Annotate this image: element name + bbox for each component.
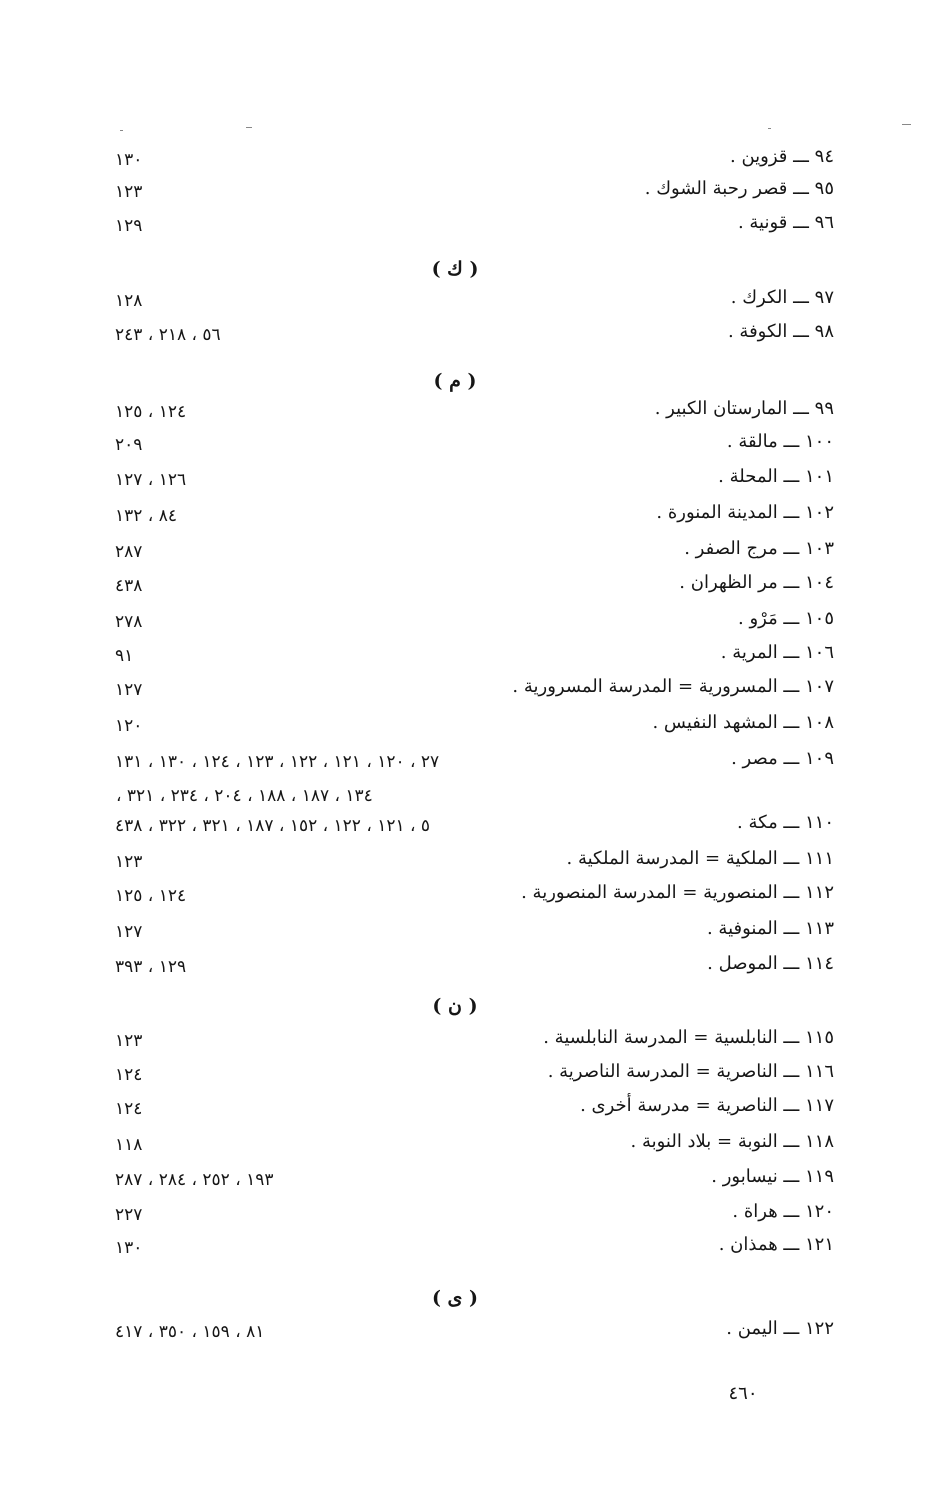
entry-label: ٩٨ ـــ الكوفة . <box>727 321 834 342</box>
index-entry <box>0 146 940 180</box>
index-entry <box>0 1318 940 1352</box>
index-entry <box>0 848 940 882</box>
page-references: ١٢٧ <box>115 680 143 700</box>
entry-label: ٩٩ ـــ المارستان الكبير . <box>654 398 834 419</box>
page-references: ٨١ ، ١٥٩ ، ٣٥٠ ، ٤١٧ <box>115 1322 265 1342</box>
index-entry <box>0 466 940 500</box>
index-entry <box>0 1234 940 1268</box>
entry-label: ١٠٢ ـــ المدينة المنورة . <box>656 502 834 523</box>
entry-label: ١١٢ ـــ المنصورية = المدرسة المنصورية . <box>521 882 834 903</box>
page-references: ٥٦ ، ٢١٨ ، ٢٤٣ <box>115 325 221 345</box>
page-references: ١٢٣ <box>115 182 143 202</box>
index-entry <box>0 1095 940 1129</box>
entry-label: ٩٧ ـــ الكرك . <box>730 287 834 308</box>
page-references: ١٢٠ <box>115 716 143 736</box>
page-references: ١٢٧ <box>115 922 143 942</box>
entry-label: ١١٥ ـــ النابلسية = المدرسة النابلسية . <box>543 1027 834 1048</box>
page-references: ١٢٦ ، ١٢٧ <box>115 470 187 490</box>
index-entry <box>0 538 940 572</box>
index-entry <box>0 642 940 676</box>
entry-label: ١٠٩ ـــ مصر . <box>731 748 834 769</box>
entry-label: ١٢١ ـــ همذان . <box>718 1234 834 1255</box>
index-entry <box>0 1027 940 1061</box>
index-entry <box>0 1201 940 1235</box>
entry-label: ١١٧ ـــ الناصرية = مدرسة أخرى . <box>580 1095 834 1116</box>
page-references: ٥ ، ١٢١ ، ١٢٢ ، ١٥٢ ، ١٨٧ ، ٣٢١ ، ٣٢٢ ، ٤٣٨ <box>115 816 431 836</box>
page-references: ٨٤ ، ١٣٢ <box>115 506 177 526</box>
index-entry <box>0 321 940 355</box>
entry-label: ١١٦ ـــ الناصرية = المدرسة الناصرية . <box>547 1061 834 1082</box>
page-refs-continuation: ١٣٤ ، ١٨٧ ، ١٨٨ ، ٢٠٤ ، ٢٣٤ ، ٣٢١ ، <box>116 786 373 806</box>
index-entry <box>0 748 940 782</box>
entry-label: ٩٦ ـــ قونية . <box>737 212 834 233</box>
page-references: ١٢٤ <box>115 1065 143 1085</box>
entry-label: ٩٤ ـــ قزوين . <box>730 146 834 167</box>
page-references: ١٣٠ <box>115 1238 143 1258</box>
scan-mark <box>246 127 252 128</box>
scan-mark <box>768 128 771 129</box>
index-entry <box>0 502 940 536</box>
index-entry <box>0 1166 940 1200</box>
index-entry <box>0 676 940 710</box>
entry-label: ١٠٣ ـــ مرج الصفر . <box>684 538 834 559</box>
entry-label: ١١٩ ـــ نيسابور . <box>711 1166 834 1187</box>
index-entry <box>0 608 940 642</box>
entry-label: ١٠١ ـــ المحلة . <box>718 466 834 487</box>
page-references: ٤٣٨ <box>115 576 143 596</box>
page-references: ١٢٩ ، ٣٩٣ <box>115 957 187 977</box>
scan-mark <box>902 124 911 125</box>
entry-label: ١٠٤ ـــ مر الظهران . <box>679 572 834 593</box>
index-entry <box>0 178 940 212</box>
page-references: ٢٧٨ <box>115 612 143 632</box>
index-entry <box>0 882 940 916</box>
entry-label: ١٢٠ ـــ هراة . <box>732 1201 834 1222</box>
page-references: ١٢٤ ، ١٢٥ <box>115 886 187 906</box>
entry-label: ٩٥ ـــ قصر رحبة الشوك . <box>644 178 834 199</box>
page-references: ١٣٠ <box>115 150 143 170</box>
index-entry <box>0 1061 940 1095</box>
entry-label: ١٠٠ ـــ مالقة . <box>726 431 834 452</box>
index-entry <box>0 1131 940 1165</box>
section-heading: ( ى ) <box>431 1287 479 1309</box>
entry-label: ١٢٢ ـــ اليمن . <box>726 1318 834 1339</box>
page-references: ٢٠٩ <box>115 435 143 455</box>
entry-label: ١٠٧ ـــ المسرورية = المدرسة المسرورية . <box>512 676 834 697</box>
page-references: ١٢٤ ، ١٢٥ <box>115 402 187 422</box>
page-references: ٢٧ ، ١٢٠ ، ١٢١ ، ١٢٢ ، ١٢٣ ، ١٢٤ ، ١٣٠ ، ١٣١ <box>115 752 440 772</box>
index-entry <box>0 812 940 846</box>
index-entry <box>0 572 940 606</box>
page-references: ٢٢٧ <box>115 1205 143 1225</box>
page-references: ١٢٣ <box>115 1031 143 1051</box>
index-entry <box>0 712 940 746</box>
index-entry <box>0 431 940 465</box>
page-references: ٩١ <box>115 646 134 666</box>
page-references: ١٢٨ <box>115 291 143 311</box>
page-number: ٤٦٠ <box>728 1383 758 1404</box>
page-references: ٢٨٧ <box>115 542 143 562</box>
section-heading: ( ن ) <box>432 995 478 1017</box>
entry-label: ١١١ ـــ الملكية = المدرسة الملكية . <box>566 848 834 869</box>
entry-label: ١٠٦ ـــ المرية . <box>720 642 834 663</box>
page-references: ١٢٤ <box>115 1099 143 1119</box>
entry-label: ١١٠ ـــ مكة . <box>737 812 834 833</box>
section-heading: ( م ) <box>433 370 477 392</box>
page-references: ١٢٣ <box>115 852 143 872</box>
section-heading: ( ك ) <box>431 258 479 280</box>
page-references: ١٩٣ ، ٢٥٢ ، ٢٨٤ ، ٢٨٧ <box>115 1170 274 1190</box>
scan-mark <box>120 130 123 131</box>
page-references: ١٢٩ <box>115 216 143 236</box>
index-entry <box>0 398 940 432</box>
index-entry <box>0 212 940 246</box>
entry-label: ١١٤ ـــ الموصل . <box>707 953 834 974</box>
entry-label: ١٠٨ ـــ المشهد النفيس . <box>652 712 834 733</box>
entry-label: ١١٨ ـــ النوبة = بلاد النوبة . <box>630 1131 834 1152</box>
page-references: ١١٨ <box>115 1135 143 1155</box>
entry-label: ١١٣ ـــ المنوفية . <box>706 918 834 939</box>
index-entry <box>0 953 940 987</box>
index-entry <box>0 287 940 321</box>
index-entry <box>0 918 940 952</box>
entry-label: ١٠٥ ـــ مَرْو . <box>738 608 834 629</box>
